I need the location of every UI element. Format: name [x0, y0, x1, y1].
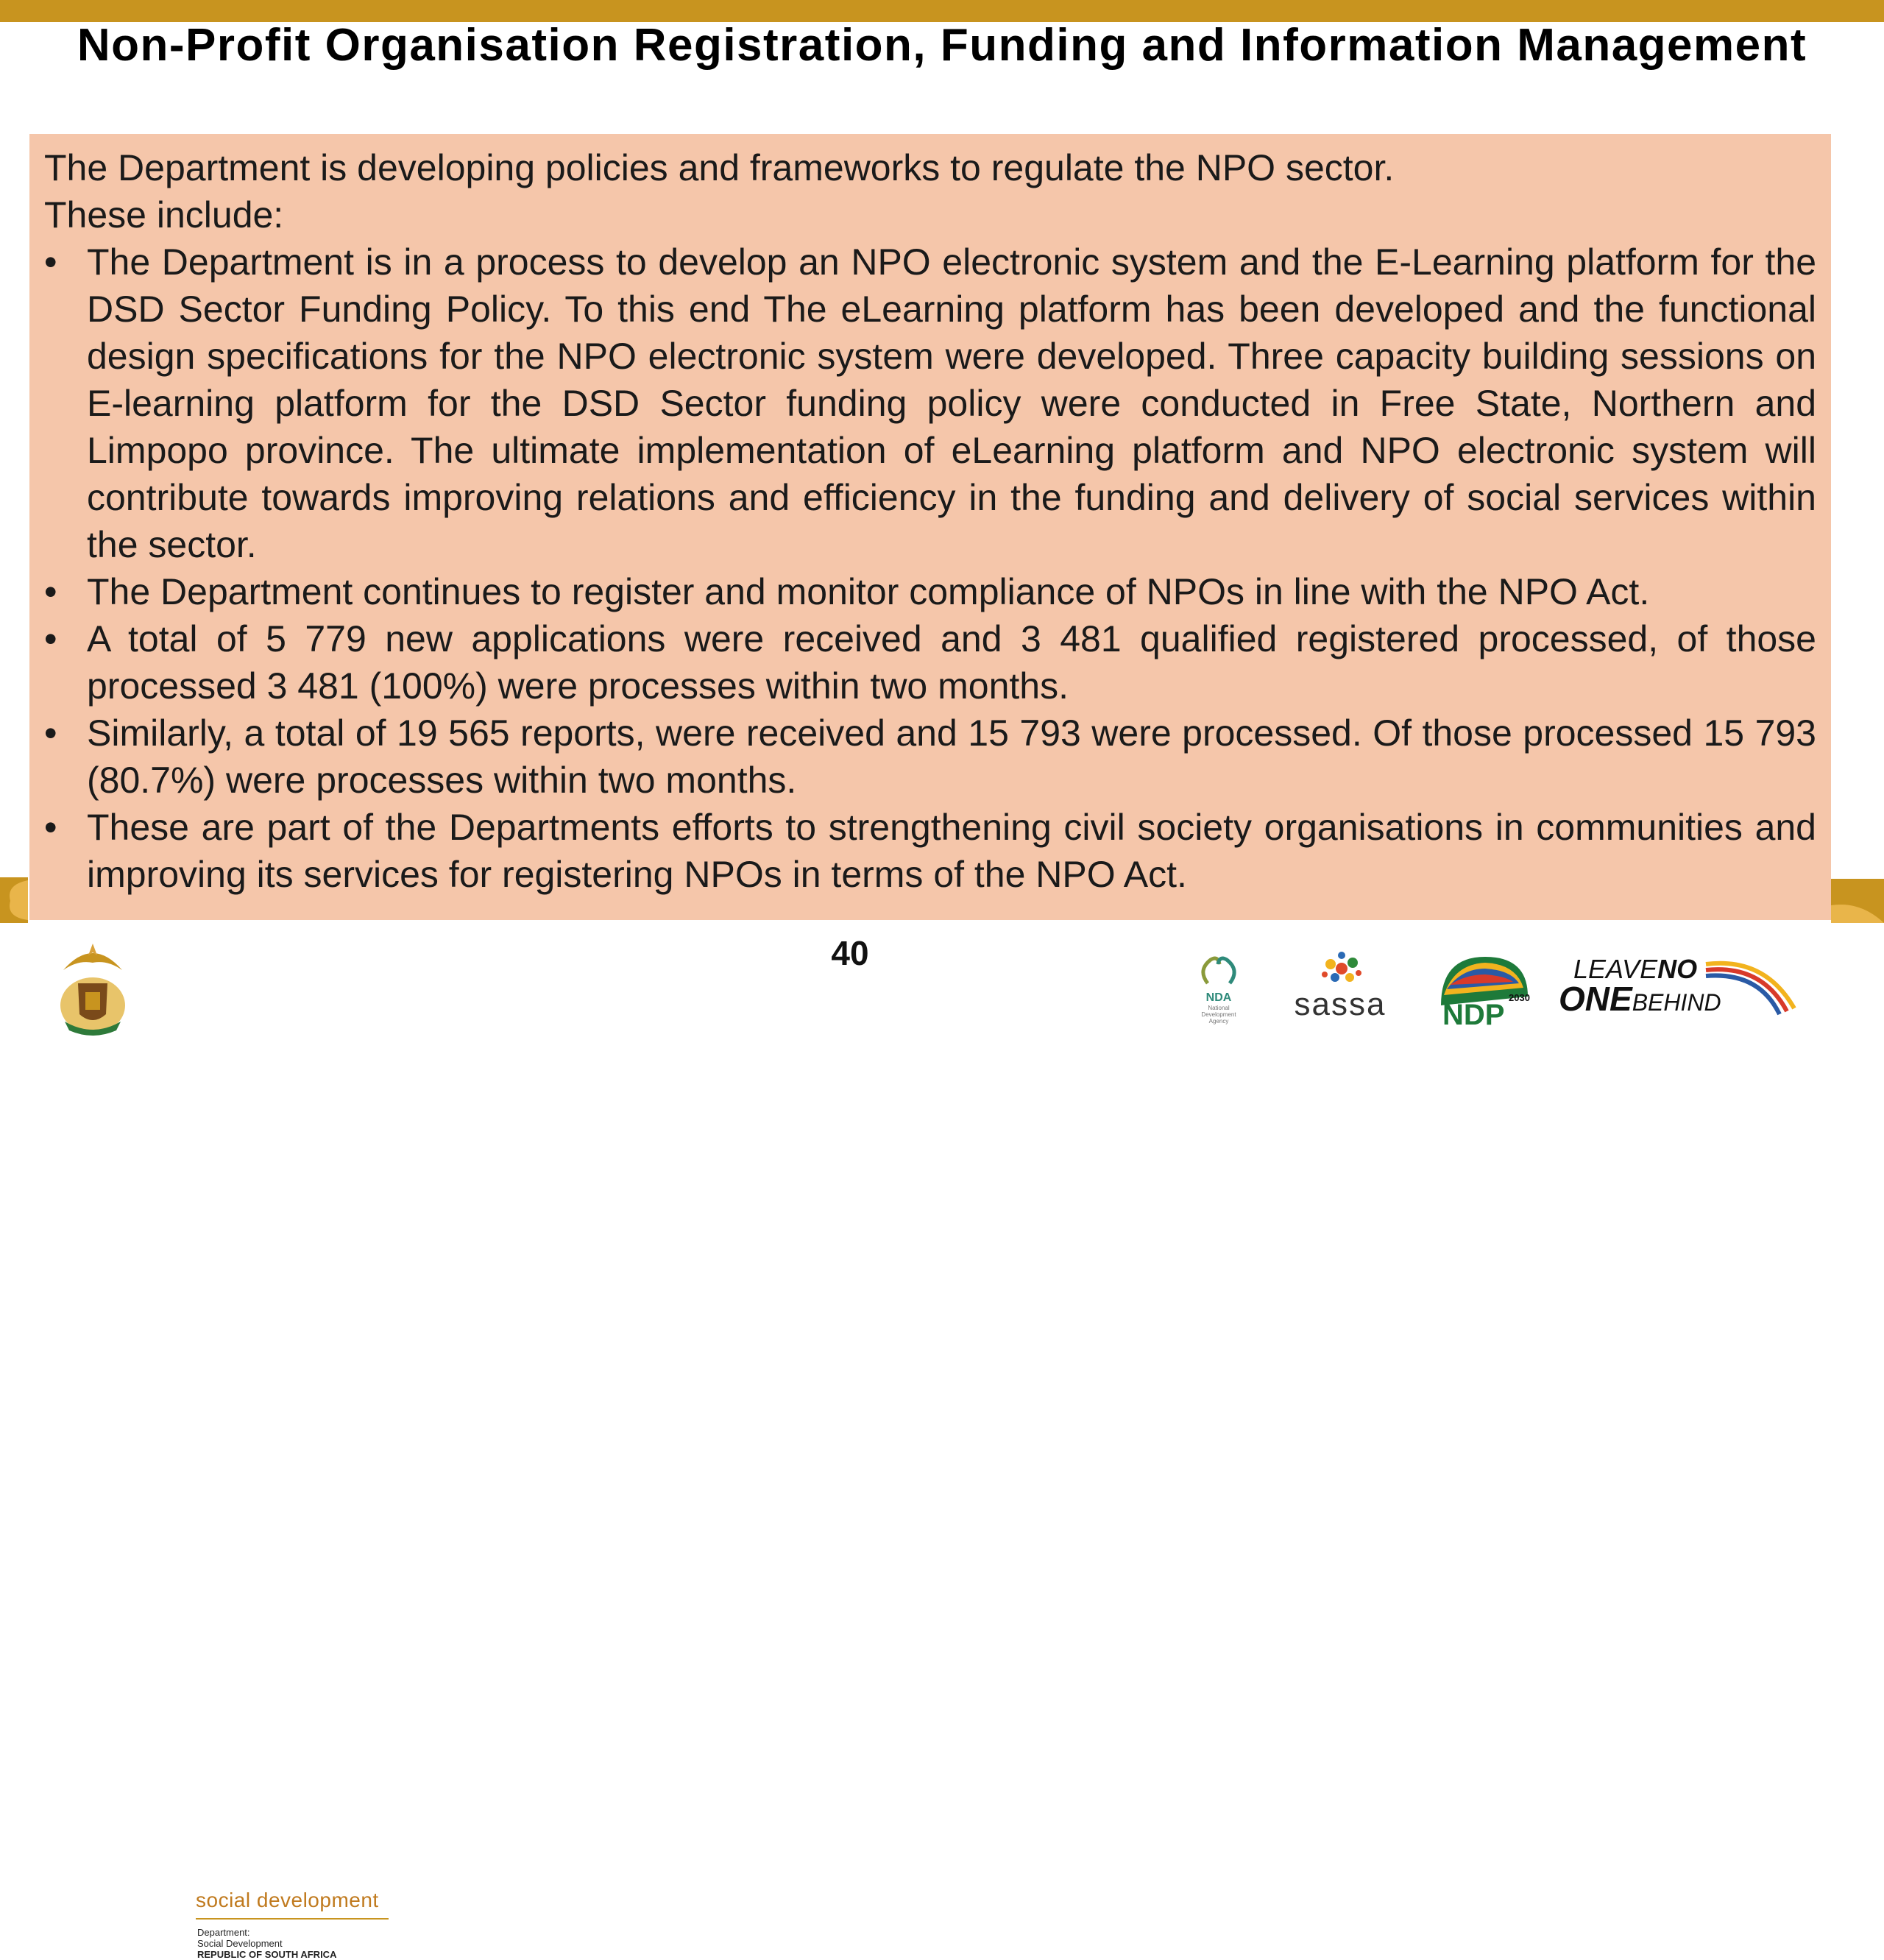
bullet-icon: • [44, 618, 57, 659]
lnob-line2 [1559, 979, 1721, 1019]
nda-sub [1189, 1005, 1248, 1025]
nda-label: NDA [1205, 991, 1232, 1004]
bullet-text: A total of 5 779 new applications were received and 3 481 qualified registered processed, of those processed 3 481 (100%) were processes within two months. [87, 618, 1816, 707]
bullet-text: The Department continues to register and monitor compliance of NPOs in line with the NPO Act. [87, 571, 1650, 612]
dsd-line2: Social Development [197, 1938, 283, 1949]
lnob-leave: LEAVE [1573, 954, 1658, 984]
nda-logo [1189, 954, 1248, 1027]
nda-sub1: National [1208, 1005, 1230, 1011]
lnob-one: ONE [1559, 980, 1632, 1018]
nda-swirl-icon [1193, 954, 1244, 988]
bullet-text: The Department is in a process to develop an NPO electronic system and the E-Learning platform for the DSD Sector Funding Policy. To this end The eLearning platform has been developed and the functional design specifications for the NPO electronic system were developed. Three capacity building sessions on E-learning platform for the DSD Sector funding policy were conducted in Free State, Northern and Limpopo province. The ultimate implementation of eLearning platform and NPO electronic system will contribute towards improving relations and efficiency in the funding and delivery of social services within the sector. [87, 241, 1816, 565]
bullet-item [44, 238, 1816, 568]
bullet-text: These are part of the Departments efforts to strengthening civil society organisations in communities and improving its services for registering NPOs in terms of the NPO Act. [87, 807, 1816, 895]
sassa-logo [1285, 949, 1395, 1023]
bullet-icon: • [44, 571, 57, 612]
right-corner-decoration-icon [1831, 879, 1884, 923]
bullet-item [44, 710, 1816, 804]
bullet-icon: • [44, 241, 57, 283]
lnob-stripes-icon [1699, 957, 1802, 1019]
bullet-list [44, 238, 1816, 898]
coat-of-arms-icon [49, 941, 137, 1036]
nda-sub2: Development [1201, 1011, 1236, 1018]
dsd-line1: Department: [197, 1927, 250, 1938]
dsd-name: social development [196, 1889, 379, 1911]
ndp-label: NDP [1442, 999, 1505, 1027]
leave-no-one-behind-logo [1559, 954, 1802, 1020]
page-number: 40 [831, 934, 869, 972]
bullet-item [44, 568, 1816, 615]
content-box [29, 134, 1831, 920]
sassa-label: sassa [1294, 986, 1387, 1022]
lnob-behind: BEHIND [1632, 989, 1721, 1016]
dsd-logo [49, 941, 379, 1960]
bullet-text: Similarly, a total of 19 565 reports, were received and 15 793 were processed. Of those processed 15 793 (80.7%) were processes within two months. [87, 712, 1816, 801]
sassa-flower-icon [1316, 949, 1367, 989]
nda-sub3: Agency [1208, 1018, 1229, 1025]
intro-line: The Department is developing policies and frameworks to regulate the NPO sector. [44, 147, 1395, 188]
bullet-icon: • [44, 807, 57, 848]
ndp-logo [1437, 954, 1532, 1027]
bullet-item [44, 804, 1816, 898]
bullet-icon: • [44, 712, 57, 754]
dsd-line3: REPUBLIC OF SOUTH AFRICA [197, 1949, 337, 1960]
bullet-item [44, 615, 1816, 710]
ndp-year: 2030 [1509, 992, 1530, 1003]
intro-line: These include: [44, 194, 284, 236]
dsd-divider [196, 1918, 389, 1920]
left-corner-decoration-icon [0, 877, 28, 923]
lnob-no: NO [1657, 954, 1698, 984]
slide-title: Non-Profit Organisation Registration, Funding and Information Management [77, 20, 1807, 71]
